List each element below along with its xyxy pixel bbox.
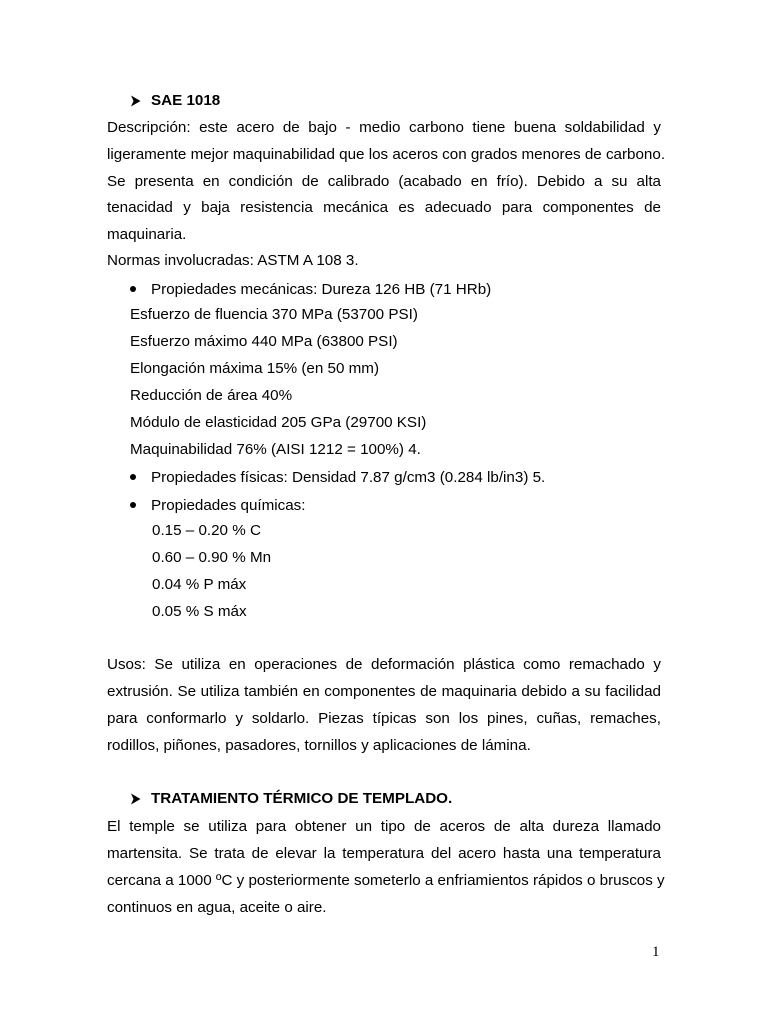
section-heading-text: SAE 1018 bbox=[151, 92, 221, 109]
normas-line: Normas involucradas: ASTM A 108 3. bbox=[107, 252, 359, 269]
section-heading-sae1018 bbox=[130, 91, 220, 111]
paragraph-line: Usos: Se utiliza en operaciones de deformación plástica como remachado y bbox=[107, 656, 661, 673]
property-line: Módulo de elasticidad 205 GPa (29700 KSI) bbox=[130, 414, 427, 431]
paragraph-line: martensita. Se trata de elevar la temperatura del acero hasta una temperatura bbox=[107, 845, 661, 862]
section-heading-text: TRATAMIENTO TÉRMICO DE TEMPLADO. bbox=[151, 790, 453, 807]
list-item-mecanicas bbox=[130, 279, 491, 299]
composition-line: 0.05 % S máx bbox=[152, 603, 247, 620]
property-line: Maquinabilidad 76% (AISI 1212 = 100%) 4. bbox=[130, 441, 421, 458]
paragraph-line: continuos en agua, aceite o aire. bbox=[107, 899, 327, 916]
section-heading-templado bbox=[130, 789, 452, 809]
round-bullet-icon bbox=[130, 286, 136, 292]
list-item-text: Propiedades físicas: Densidad 7.87 g/cm3 (0.284 lb/in3) 5. bbox=[151, 468, 546, 486]
page-number: 1 bbox=[652, 944, 660, 960]
list-item-text: Propiedades químicas: bbox=[151, 496, 306, 514]
composition-line: 0.60 – 0.90 % Mn bbox=[152, 549, 272, 566]
composition-line: 0.04 % P máx bbox=[152, 576, 247, 593]
paragraph-line: Descripción: este acero de bajo - medio carbono tiene buena soldabilidad y bbox=[107, 119, 661, 136]
list-item-text: Propiedades mecánicas: Dureza 126 HB (71 HRb) bbox=[151, 280, 492, 298]
paragraph-line: tenacidad y baja resistencia mecánica es adecuado para componentes de bbox=[107, 199, 661, 216]
property-line: Elongación máxima 15% (en 50 mm) bbox=[130, 360, 380, 377]
property-line: Esfuerzo de fluencia 370 MPa (53700 PSI) bbox=[130, 306, 418, 323]
round-bullet-icon bbox=[130, 502, 136, 508]
paragraph-line: El temple se utiliza para obtener un tipo de aceros de alta dureza llamado bbox=[107, 818, 661, 835]
property-line: Esfuerzo máximo 440 MPa (63800 PSI) bbox=[130, 333, 398, 350]
paragraph-line: ligeramente mejor maquinabilidad que los aceros con grados menores de carbono. bbox=[107, 146, 666, 163]
arrowhead-bullet-icon bbox=[130, 793, 141, 805]
arrowhead-bullet-icon bbox=[130, 95, 141, 107]
list-item-quimicas bbox=[130, 495, 306, 515]
round-bullet-icon bbox=[130, 474, 136, 480]
paragraph-line: cercana a 1000 ºC y posteriormente someterlo a enfriamientos rápidos o bruscos y bbox=[107, 872, 665, 889]
list-item-fisicas bbox=[130, 467, 545, 487]
property-line: Reducción de área 40% bbox=[130, 387, 293, 404]
composition-line: 0.15 – 0.20 % C bbox=[152, 522, 261, 539]
paragraph-line: Se presenta en condición de calibrado (acabado en frío). Debido a su alta bbox=[107, 173, 661, 190]
paragraph-line: para conformarlo y soldarlo. Piezas típicas son los pines, cuñas, remaches, bbox=[107, 710, 661, 727]
paragraph-line: extrusión. Se utiliza también en componentes de maquinaria debido a su facilidad bbox=[107, 683, 661, 700]
paragraph-line: rodillos, piñones, pasadores, tornillos y aplicaciones de lámina. bbox=[107, 737, 531, 754]
paragraph-line: maquinaria. bbox=[107, 226, 187, 243]
